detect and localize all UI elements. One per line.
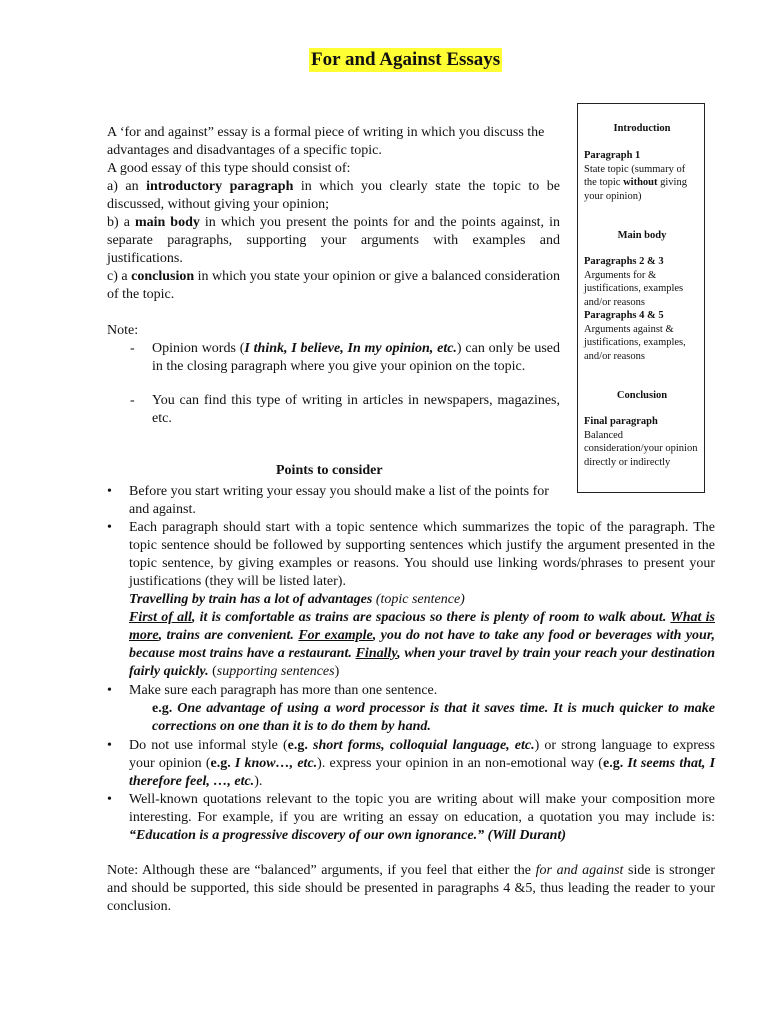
intro-item-b-prefix: b) a xyxy=(107,215,135,230)
paragraph-1-block xyxy=(584,149,700,203)
point-5 xyxy=(129,791,715,845)
linker-what-is-more: What is more xyxy=(129,610,715,643)
example-sentence-2: , trains are convenient. xyxy=(158,628,299,643)
intro-item-b xyxy=(107,214,560,268)
final-paragraph-text: Balanced consideration/your opinion directly or indirectly xyxy=(584,429,698,468)
intro-heading: Introduction xyxy=(613,123,671,134)
point-4-informal: short forms, colloquial language, etc. xyxy=(313,738,535,753)
point-2: Each paragraph should start with a topic sentence which summarizes the topic of the paragraph. The topic sentence should be followed by supporting sentences which justify the argument presented in the topic sentence, by giving examples or reasons. You should use linking words/phrases to present your justifications (they will be listed later). xyxy=(129,520,715,589)
intro-item-a-prefix: a) an xyxy=(107,179,147,194)
example-topic-label: (topic sentence) xyxy=(372,592,465,607)
intro-item-c-prefix: c) a xyxy=(107,269,132,284)
final-note-post: side is stronger and should be supported, this side should be presented in paragraphs 4 &5, thus leading the reader to your conclusion. xyxy=(107,863,716,914)
paragraphs-2-3-block xyxy=(584,255,700,363)
point-4-eg1: e.g. xyxy=(287,738,313,753)
intro-definition: A ‘for and against” essay is a formal piece of writing in which you discuss the advantages and disadvantages of a specific topic. xyxy=(107,125,545,158)
bullet-icon: • xyxy=(107,484,112,499)
example-topic-sentence xyxy=(129,591,715,609)
example-sentence-1: , it is comfortable as trains are spacious so there is plenty of room to walk about. xyxy=(191,610,671,625)
bullet-icon: • xyxy=(107,738,112,753)
paragraphs-2-3-text: Arguments for & justifications, examples and/or reasons xyxy=(584,269,684,308)
paragraphs-4-5-text: Arguments against & justifications, examples, and/or reasons xyxy=(584,323,686,362)
final-paragraph-block xyxy=(584,415,700,469)
point-3: Make sure each paragraph has more than one sentence. xyxy=(129,683,438,698)
paragraph-1-text-a: State topic (summary of the topic xyxy=(584,163,686,188)
paragraph-1-text-bold: without xyxy=(623,177,658,188)
supporting-label-close: ) xyxy=(334,664,340,679)
point-4-eg3: e.g. xyxy=(602,756,628,771)
paragraphs-4-5-label: Paragraphs 4 & 5 xyxy=(584,310,664,321)
intro-consist: A good essay of this type should consist of: xyxy=(107,161,351,176)
point-3-eg: e.g. xyxy=(152,701,178,716)
essay-structure-box xyxy=(577,103,705,493)
points-heading: Points to consider xyxy=(276,463,383,478)
intro-item-c xyxy=(107,268,560,304)
point-1: Before you start writing your essay you should make a list of the points for and against. xyxy=(129,484,549,517)
intro-item-b-bold: main body xyxy=(134,215,200,230)
note-item-2: You can find this type of writing in articles in newspapers, magazines, etc. xyxy=(152,393,560,426)
bullet-icon: • xyxy=(107,792,112,807)
point-3-example-text: One advantage of using a word processor is that it saves time. It is much quicker to make corrections on one than it is to do them by hand. xyxy=(152,701,715,734)
intro-item-a-bold: introductory paragraph xyxy=(146,179,294,194)
point-5-quote: “Education is a progressive discovery of our own ignorance.” (Will Durant) xyxy=(129,828,567,843)
final-note xyxy=(107,862,715,916)
example-sentence-4: , when your travel by train your reach your destination fairly quickly. xyxy=(129,646,715,679)
point-4-eg2: e.g. xyxy=(210,756,235,771)
final-paragraph-label: Final paragraph xyxy=(584,416,658,427)
main-body-heading: Main body xyxy=(617,230,667,241)
page-title: For and Against Essays xyxy=(311,49,501,70)
intro-item-c-text: in which you state your opinion or give a balanced consideration of the topic. xyxy=(107,269,560,302)
point-4-strong: I know…, etc. xyxy=(234,756,318,771)
linker-for-example: For example xyxy=(298,628,373,643)
note-item-1-post: ) can only be used in the closing paragraph where you give your opinion on the topic. xyxy=(152,341,560,374)
final-note-pre: Note: Although these are “balanced” arguments, if you feel that either the xyxy=(107,863,536,878)
example-sentence-3: , you do not have to take any food or beverages with your, because most trains have a restaurant. xyxy=(129,628,715,661)
paragraphs-2-3-label: Paragraphs 2 & 3 xyxy=(584,256,664,267)
example-supporting-sentences xyxy=(129,609,715,681)
point-4-c: ). express your opinion in an non-emotional way ( xyxy=(317,756,603,771)
point-4-neutral: It seems that, I therefore feel, …, etc. xyxy=(129,756,716,789)
note-label: Note: xyxy=(107,323,139,338)
linker-first-of-all: First of all xyxy=(129,610,192,625)
bullet-icon: • xyxy=(107,520,112,535)
supporting-label: supporting sentences xyxy=(216,664,335,679)
final-note-italic: for and against xyxy=(535,863,624,878)
supporting-label-open: ( xyxy=(208,664,217,679)
point-3-example xyxy=(152,700,715,736)
note-item-1-opinion-words: I think, I believe, In my opinion, etc. xyxy=(244,341,457,356)
paragraph-1-text-b: giving your opinion) xyxy=(584,177,687,202)
dash-marker: - xyxy=(130,393,135,408)
intro-item-a xyxy=(107,178,560,214)
note-item-1-pre: Opinion words ( xyxy=(152,341,245,356)
point-4-d: ). xyxy=(254,774,263,789)
example-topic-bold: Travelling by train has a lot of advantages xyxy=(129,592,373,607)
conclusion-heading: Conclusion xyxy=(616,390,668,401)
point-4-a: Do not use informal style ( xyxy=(129,738,288,753)
point-5-text: Well-known quotations relevant to the topic you are writing about will make your composition more interesting. For example, if you are writing an essay on education, a quotation you may include is: xyxy=(129,792,715,825)
bullet-icon: • xyxy=(107,683,112,698)
intro-item-a-text: in which you clearly state the topic to be discussed, without giving your opinion; xyxy=(107,179,560,212)
linker-finally: Finally xyxy=(355,646,398,661)
dash-marker: - xyxy=(130,341,135,356)
intro-item-c-bold: conclusion xyxy=(131,269,195,284)
point-4 xyxy=(129,737,715,791)
paragraph-1-label: Paragraph 1 xyxy=(584,150,641,161)
note-item-1 xyxy=(152,340,560,376)
point-4-b: ) or strong language to express your opinion ( xyxy=(129,738,716,771)
intro-item-b-text: in which you present the points for and the points against, in separate paragraphs, supporting your arguments with examples and justifications. xyxy=(107,215,560,266)
